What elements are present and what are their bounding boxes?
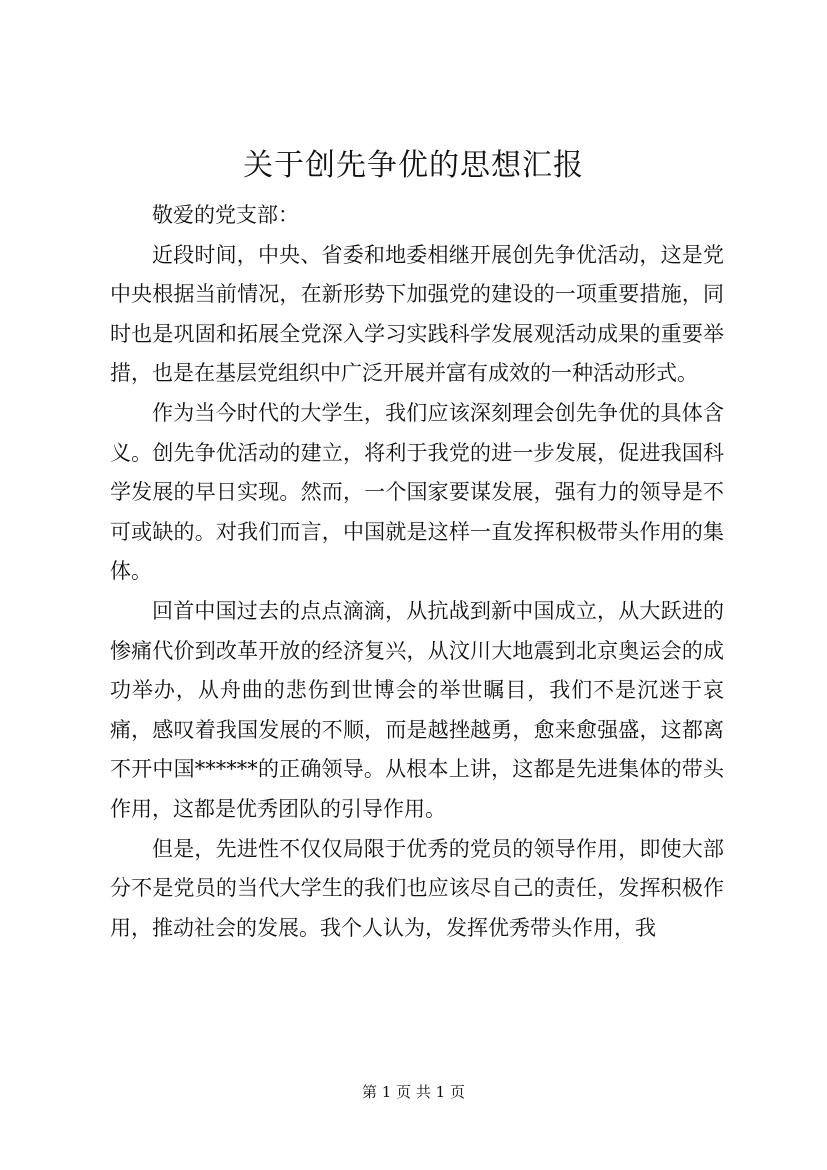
page-number: 第 1 页 共 1 页 [362,1083,465,1101]
paragraph-4: 但是，先进性不仅仅局限于优秀的党员的领导作用，即使大部分不是党员的当代大学生的我们也应该尽自己的责任，发挥积极作用，推动社会的发展。我个人认为，发挥优秀带头作用，我 [110,836,724,940]
document-body [110,196,724,948]
paragraph-2: 作为当今时代的大学生，我们应该深刻理会创先争优的具体含义。创先争优活动的建立，将利于我党的进一步发展，促进我国科学发展的早日实现。然而，一个国家要谋发展，强有力的领导是不可或缺的。对我们而言，中国就是这样一直发挥积极带头作用的集体。 [110,400,724,584]
page-footer [0,1082,827,1102]
paragraph-3: 回首中国过去的点点滴滴，从抗战到新中国成立，从大跃进的惨痛代价到改革开放的经济复兴，从汶川大地震到北京奥运会的成功举办，从舟曲的悲伤到世博会的举世瞩目，我们不是沉迷于哀痛，感叹着我国发展的不顺，而是越挫越勇，愈来愈强盛，这都离不开中国******的正确领导。从根本上讲，这都是先进集体的带头作用，这都是优秀团队的引导作用。 [110,598,724,821]
paragraph-1: 近段时间，中央、省委和地委相继开展创先争优活动，这是党中央根据当前情况，在新形势下加强党的建设的一项重要措施，同时也是巩固和拓展全党深入学习实践科学发展观活动成果的重要举措，也是在基层党组织中广泛开展并富有成效的一种活动形式。 [110,242,724,386]
document-title: 关于创先争优的思想汇报 [243,148,584,183]
salutation: 敬爱的党支部： [152,203,299,227]
